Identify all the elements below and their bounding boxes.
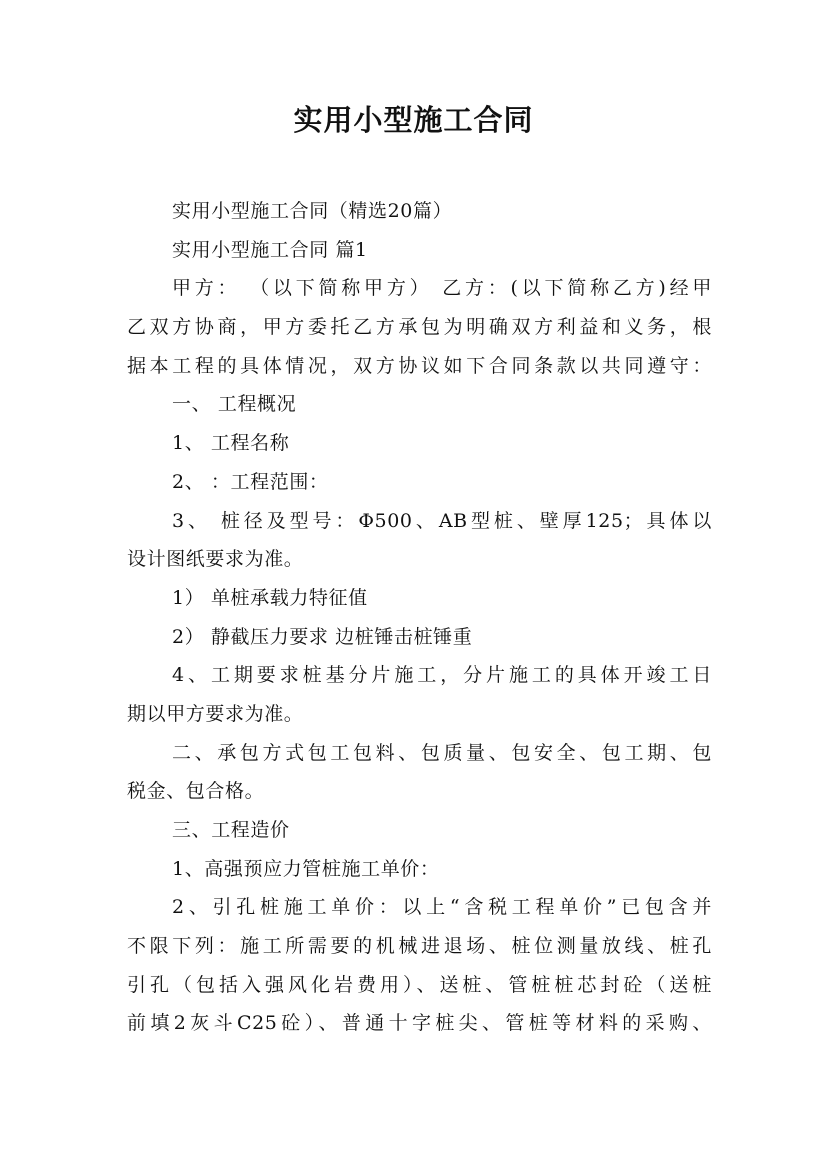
text-line: 乙双方协商，甲方委托乙方承包为明确双方利益和义务，根 [127,316,712,339]
text-line: 1） 单桩承载力特征值 [172,586,368,609]
text-line: 1、高强预应力管桩施工单价： [172,857,440,880]
text-line: 二、承包方式包工包料、包质量、包安全、包工期、包 [172,741,712,764]
text-line: 一、 工程概况 [172,393,297,416]
text-line: 4、工期要求桩基分片施工，分片施工的具体开竣工日 [172,664,712,687]
text-line: 期以甲方要求为准。 [127,702,304,725]
document-body [127,192,712,1043]
text-line: 2、引孔桩施工单价：以上“含税工程单价”已包含并 [172,896,712,919]
text-line: 1、 工程名称 [172,432,290,455]
text-line: 2、 ：工程范围： [172,470,329,493]
text-line: 前填2灰斗C25砼）、普通十字桩尖、管桩等材料的采购、 [127,1012,712,1035]
text-line: 实用小型施工合同 篇1 [172,238,368,261]
text-line: 实用小型施工合同（精选20篇） [172,200,453,222]
text-line: 甲方： （以下简称甲方） 乙方：(以下简称乙方)经甲 [172,277,712,300]
document-title: 实用小型施工合同 [293,103,534,137]
text-line: 不限下列：施工所需要的机械进退场、桩位测量放线、桩孔 [127,935,712,958]
text-line: 引孔（包括入强风化岩费用）、送桩、管桩桩芯封砼（送桩 [127,973,712,996]
text-line: 据本工程的具体情况，双方协议如下合同条款以共同遵守： [127,354,712,377]
text-line: 2） 静截压力要求 边桩锤击桩锤重 [172,625,473,648]
text-line: 设计图纸要求为准。 [127,548,304,571]
text-line: 税金、包合格。 [127,780,265,803]
text-line: 三、工程造价 [172,819,290,841]
text-line: 3、 桩径及型号：Φ500、AB型桩、壁厚125；具体以 [172,509,712,532]
